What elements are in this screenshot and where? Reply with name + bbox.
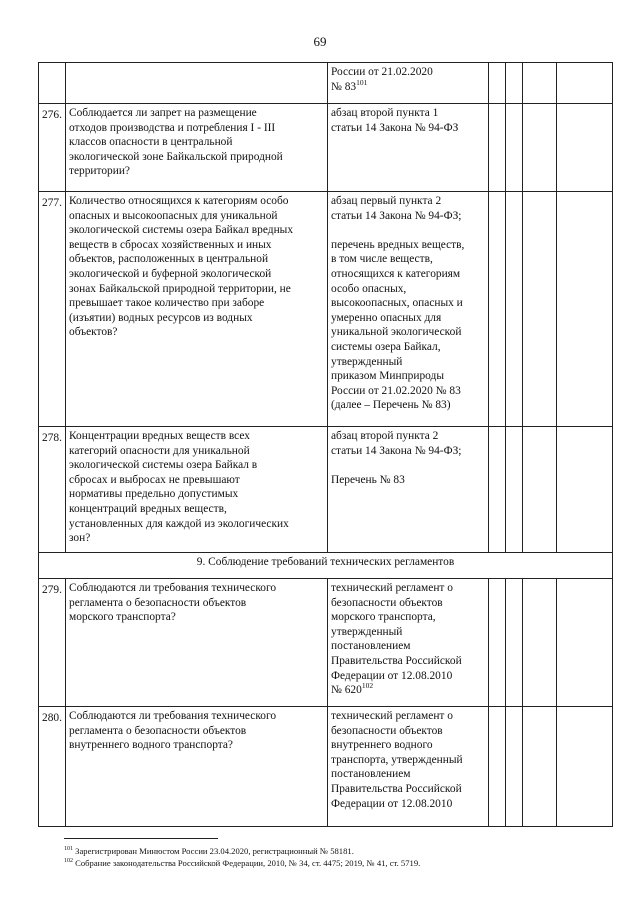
answer-no-cell[interactable]: [506, 579, 523, 707]
question-cell: Соблюдаются ли требования технического регламента о безопасности объектов внутреннего водного транспорта?: [66, 707, 328, 827]
row-number-cell: [39, 427, 66, 553]
requirement-text: технический регламент о безопасности объектов морского транспорта, утвержденный постановлением Правительства Российской Федерации от 12.08.2010 № 620: [331, 582, 462, 697]
table-row: [39, 192, 613, 427]
note-cell[interactable]: [557, 427, 613, 553]
row-number: 279.: [42, 584, 62, 596]
row-number: 276.: [42, 109, 62, 121]
answer-no-cell[interactable]: [506, 427, 523, 553]
answer-na-cell[interactable]: [523, 192, 557, 427]
row-number-cell: [39, 104, 66, 192]
answer-no-cell[interactable]: [506, 707, 523, 827]
answer-yes-cell[interactable]: [489, 192, 506, 427]
requirement-cell: [328, 579, 489, 707]
table-row: [39, 104, 613, 192]
page-number: 69: [313, 34, 327, 49]
answer-no-cell[interactable]: [506, 192, 523, 427]
row-number-cell: [39, 707, 66, 827]
requirement-cell: абзац второй пункта 1 статьи 14 Закона № 94-ФЗ: [328, 104, 489, 192]
footnote-text: Зарегистрирован Минюстом России 23.04.2020, регистрационный № 58181.: [73, 846, 354, 856]
answer-na-cell[interactable]: [523, 63, 557, 104]
note-cell[interactable]: [557, 104, 613, 192]
footnote-item: [64, 857, 624, 869]
row-number: 280.: [42, 712, 62, 724]
row-number-cell: [39, 192, 66, 427]
answer-yes-cell[interactable]: [489, 707, 506, 827]
requirement-cell: технический регламент о безопасности объектов внутреннего водного транспорта, утвержденный постановлением Правительства Российской Федерации от 12.08.2010: [328, 707, 489, 827]
note-cell[interactable]: [557, 579, 613, 707]
footnote-divider: [64, 838, 218, 839]
answer-yes-cell[interactable]: [489, 579, 506, 707]
question-cell: [66, 63, 328, 104]
question-cell: Количество относящихся к категориям особо опасных и высокоопасных для уникальной экологической системы озера Байкал вредных веществ в сбросах хозяйственных и иных объектов, расположенных в центральной экологической и буферной экологической зонах Байкальской природной территории, не превышает такое количество при заборе (изъятии) водных ресурсов из водных объектов?: [66, 192, 328, 427]
answer-na-cell[interactable]: [523, 579, 557, 707]
question-cell: Соблюдаются ли требования технического регламента о безопасности объектов морского транспорта?: [66, 579, 328, 707]
footnote-number: 101: [64, 846, 73, 853]
note-cell[interactable]: [557, 707, 613, 827]
answer-yes-cell[interactable]: [489, 63, 506, 104]
note-cell[interactable]: [557, 192, 613, 427]
row-number: 278.: [42, 432, 62, 444]
section-title: 9. Соблюдение требований технических регламентов: [39, 553, 613, 579]
answer-na-cell[interactable]: [523, 427, 557, 553]
footnote-item: [64, 845, 624, 857]
checklist-table: [38, 62, 613, 827]
table-row: [39, 579, 613, 707]
row-number: 277.: [42, 197, 62, 209]
footnotes: [64, 838, 624, 869]
row-number-cell: [39, 63, 66, 104]
footnote-number: 102: [64, 858, 73, 865]
question-cell: Соблюдается ли запрет на размещение отходов производства и потребления I - III классов опасности в центральной экологической зоне Байкальской природной территории?: [66, 104, 328, 192]
question-cell: Концентрации вредных веществ всех категорий опасности для уникальной экологической системы озера Байкал в сбросах и выбросах не превышают нормативы предельно допустимых концентраций вредных веществ, установленных для каждой из экологических зон?: [66, 427, 328, 553]
table-row: [39, 427, 613, 553]
answer-no-cell[interactable]: [506, 63, 523, 104]
requirement-cell: абзац первый пункта 2 статьи 14 Закона № 94-ФЗ; перечень вредных веществ, в том числе веществ, относящихся к категориям особо опасных, высокоопасных, опасных и умеренно опасных для уникальной экологической системы озера Байкал, утвержденный приказом Минприроды России от 21.02.2020 № 83 (далее – Перечень № 83): [328, 192, 489, 427]
table-row: [39, 707, 613, 827]
answer-yes-cell[interactable]: [489, 104, 506, 192]
row-number-cell: [39, 579, 66, 707]
answer-yes-cell[interactable]: [489, 427, 506, 553]
answer-na-cell[interactable]: [523, 104, 557, 192]
footnote-ref: 101: [356, 77, 368, 87]
answer-na-cell[interactable]: [523, 707, 557, 827]
requirement-text: России от 21.02.2020 № 83: [331, 66, 433, 93]
section-header-row: [39, 553, 613, 579]
note-cell[interactable]: [557, 63, 613, 104]
requirement-cell: [328, 63, 489, 104]
table-row: [39, 63, 613, 104]
footnote-text: Собрание законодательства Российской Федерации, 2010, № 34, ст. 4475; 2019, № 41, ст. 5719.: [73, 858, 421, 868]
footnote-ref: 102: [361, 681, 374, 691]
answer-no-cell[interactable]: [506, 104, 523, 192]
requirement-cell: абзац второй пункта 2 статьи 14 Закона № 94-ФЗ; Перечень № 83: [328, 427, 489, 553]
